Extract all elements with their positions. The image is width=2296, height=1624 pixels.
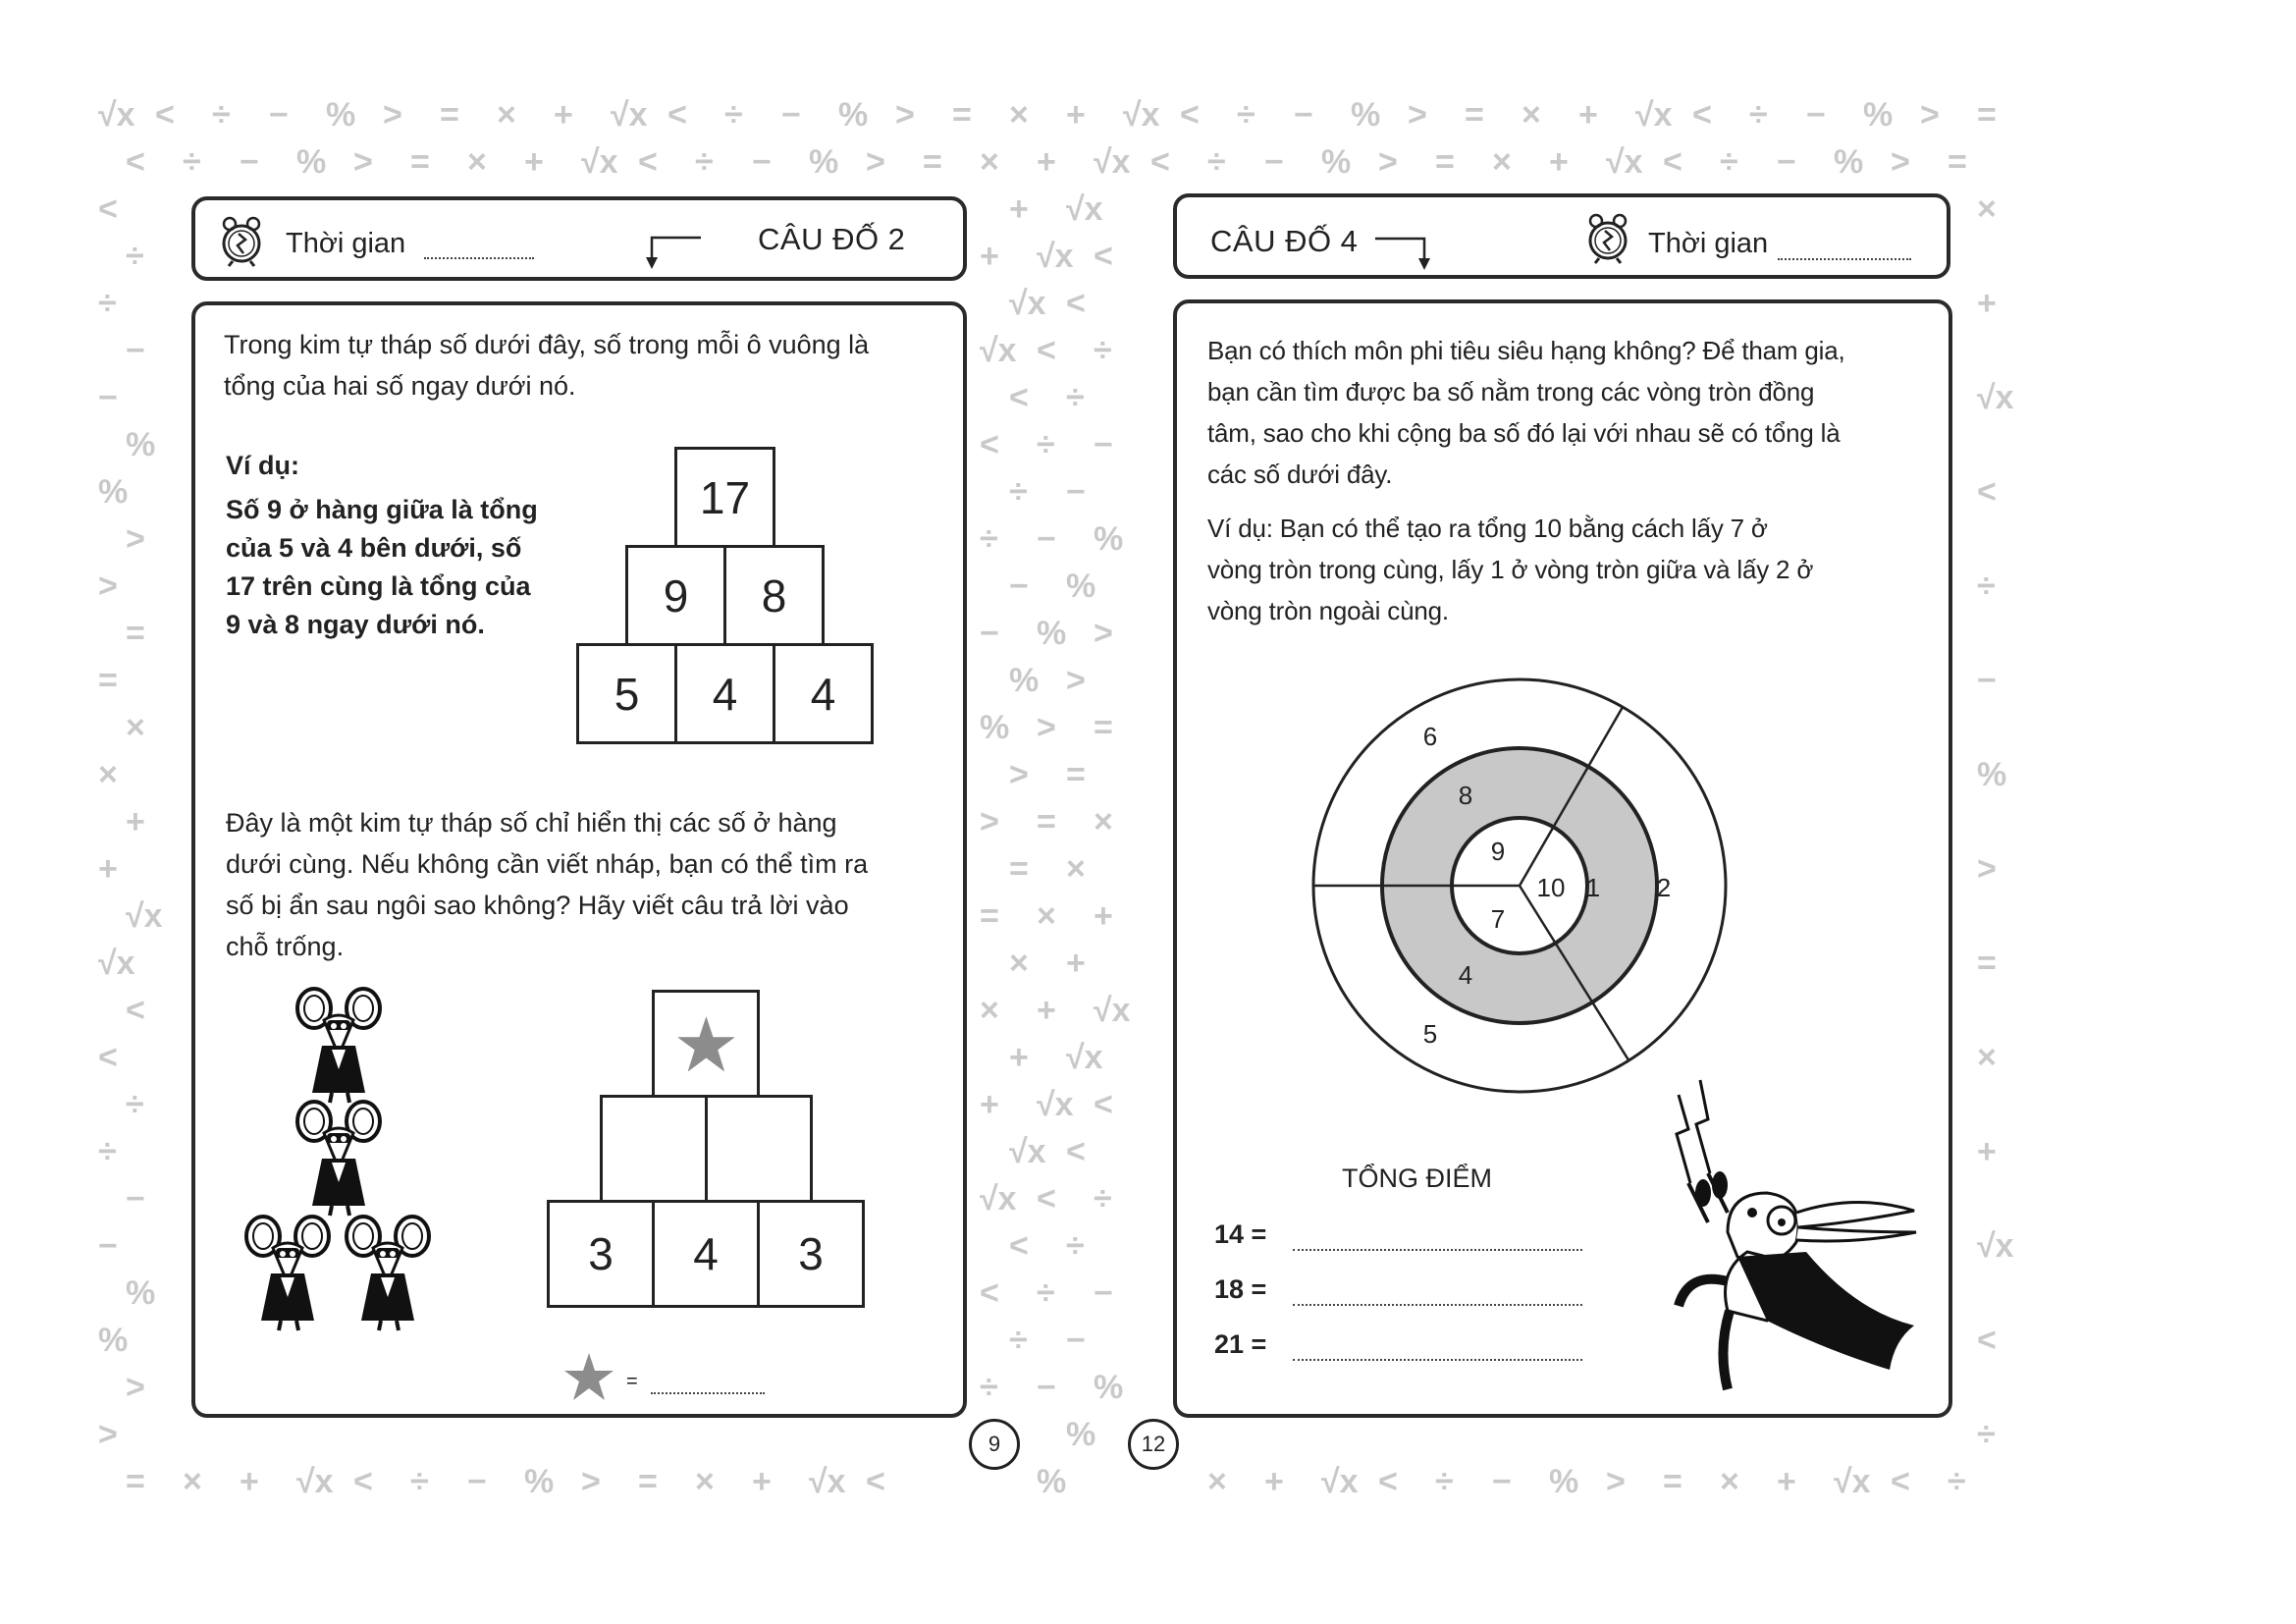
background-symbol: ÷ [1948,1463,1966,1500]
pyramid-cell-middle: 8 [723,545,825,646]
background-symbol: × [497,98,516,134]
background-symbol: × [1037,897,1056,935]
page-number-left: 9 [969,1419,1020,1470]
background-symbol: ÷ [98,1133,117,1170]
background-symbol: √x [980,332,1017,369]
background-symbol: > [98,1416,118,1453]
background-symbol: + [980,1086,999,1123]
background-symbol: + [1094,897,1113,935]
background-symbol: % [1977,756,2007,793]
arrow-down-left-icon [642,230,703,269]
background-symbol: √x [1094,143,1131,181]
background-symbol: < [1692,98,1712,134]
background-symbol: = [1977,945,1997,982]
background-symbol: − [1264,143,1284,181]
background-symbol: = [126,615,145,652]
background-symbol: + [1037,143,1056,181]
background-symbol: ÷ [1237,98,1255,134]
score-label: 21 = [1214,1329,1267,1359]
background-symbol: − [126,1180,145,1218]
background-symbol: < [638,143,658,181]
background-symbol: = [440,98,459,134]
mice-pyramid-illustration [240,987,437,1332]
right-header-box [1173,193,1950,279]
background-symbol: − [1777,143,1796,181]
background-symbol: − [98,1227,118,1265]
text-line: Trong kim tự tháp số dưới đây, số trong mỗi ô vuông là [224,330,870,359]
background-symbol: = [638,1463,658,1500]
background-symbol: % [98,1322,129,1359]
pyramid-cell-bottom: 4 [652,1200,760,1308]
background-symbol: − [98,379,118,416]
background-symbol: − [781,98,801,134]
dartboard-number-inner: 10 [1536,873,1566,902]
background-symbol: + [1009,190,1029,228]
background-symbol: √x [581,143,618,181]
background-symbol: √x [1037,238,1074,275]
background-symbol: < [980,426,999,463]
background-symbol: √x [1977,379,2014,416]
score-label: 14 = [1214,1219,1267,1249]
text-line: dưới cùng. Nếu không cần viết nháp, bạn có thể tìm ra [226,849,869,879]
background-symbol: ÷ [695,143,714,181]
text-line: vòng tròn ngoài cùng. [1207,596,1449,625]
background-symbol: > [1606,1463,1626,1500]
background-symbol: ÷ [980,1369,998,1406]
background-symbol: < [1150,143,1170,181]
background-symbol: % [838,98,869,134]
background-symbol: √x [1037,1086,1074,1123]
background-symbol: ÷ [1009,1322,1028,1359]
background-symbol: < [980,1274,999,1312]
background-symbol: × [1207,1463,1227,1500]
background-symbol: √x [1066,190,1103,228]
dartboard-number-outer: 6 [1422,722,1438,751]
background-symbol: = [1435,143,1455,181]
pyramid-cell-middle[interactable] [600,1095,708,1203]
background-symbol: × [1977,1039,1997,1076]
background-symbol: > [895,98,915,134]
super-donkey-illustration [1659,1075,1934,1394]
background-symbol: + [98,850,118,888]
dartboard-number-outer: 2 [1656,873,1672,902]
background-symbol: + [1009,1039,1029,1076]
background-symbol: > [98,568,118,605]
left-header-box [191,196,967,281]
background-symbol: − [1009,568,1029,605]
background-symbol: − [1492,1463,1512,1500]
background-symbol: < [1066,285,1086,322]
pyramid-cell-bottom: 3 [547,1200,655,1308]
pyramid-cell-bottom: 4 [674,643,775,744]
answer-input-line[interactable] [651,1392,765,1394]
dartboard-number-inner: 9 [1490,837,1506,866]
background-symbol: = [1066,756,1086,793]
background-symbol: % [1321,143,1352,181]
background-symbol: % [1863,98,1894,134]
background-symbol: √x [1094,992,1131,1029]
background-symbol: % [296,143,327,181]
background-symbol: > [866,143,885,181]
star-icon [677,1016,735,1072]
background-symbol: ÷ [1720,143,1738,181]
background-symbol: − [1806,98,1826,134]
background-symbol: = [410,143,430,181]
background-symbol: < [126,992,145,1029]
star-icon [564,1353,614,1400]
page-number-right: 12 [1128,1419,1179,1470]
background-symbol: − [1066,1322,1086,1359]
background-symbol: × [1720,1463,1739,1500]
background-symbol: > [980,803,999,840]
background-symbol: < [1378,1463,1398,1500]
background-symbol: × [467,143,487,181]
pyramid-cell-bottom: 3 [757,1200,865,1308]
alarm-clock-icon [1583,209,1632,264]
background-symbol: < [1977,473,1997,511]
background-symbol: − [1294,98,1313,134]
background-symbol: √x [1606,143,1643,181]
background-symbol: < [353,1463,373,1500]
background-symbol: √x [1066,1039,1103,1076]
background-symbol: % [1351,98,1381,134]
background-symbol: < [126,143,145,181]
score-answer-line[interactable] [1293,1304,1582,1306]
background-symbol: × [1977,190,1997,228]
background-symbol: ÷ [1094,1180,1112,1218]
background-symbol: % [98,473,129,511]
background-symbol: < [1977,1322,1997,1359]
question-paragraph [226,802,868,967]
background-symbol: ÷ [724,98,743,134]
background-symbol: √x [1834,1463,1871,1500]
example-paragraph [1207,508,1813,631]
background-symbol: ÷ [410,1463,429,1500]
background-symbol: ÷ [1066,379,1085,416]
background-symbol: + [1977,285,1997,322]
background-symbol: > [383,98,402,134]
intro-paragraph [224,324,869,406]
puzzle-title: CÂU ĐỐ 4 [1210,224,1359,258]
background-symbol: ÷ [1977,568,1996,605]
arrow-down-right-icon [1373,229,1434,270]
background-symbol: = [1009,850,1029,888]
background-symbol: % [126,1274,156,1312]
background-symbol: √x [1123,98,1160,134]
background-symbol: ÷ [1749,98,1768,134]
background-symbol: ÷ [1066,1227,1085,1265]
background-symbol: % [980,709,1010,746]
background-symbol: ÷ [1435,1463,1454,1500]
background-symbol: ÷ [1977,1416,1996,1453]
background-symbol: = [1663,1463,1682,1500]
background-symbol: % [1094,520,1124,558]
background-symbol: × [1009,945,1029,982]
background-symbol: < [98,1039,118,1076]
background-symbol: − [126,332,145,369]
score-answer-line[interactable] [1293,1249,1582,1251]
background-symbol: > [126,1369,145,1406]
background-symbol: % [1094,1369,1124,1406]
background-symbol: = [980,897,999,935]
text-line: Số 9 ở hàng giữa là tổng [226,495,538,524]
text-line: Bạn có thích môn phi tiêu siêu hạng không? Để tham gia, [1207,336,1845,365]
score-answer-line[interactable] [1293,1359,1582,1361]
alarm-clock-icon [217,212,266,267]
background-symbol: − [1094,1274,1113,1312]
background-symbol: = [1465,98,1484,134]
background-symbol: ÷ [98,285,117,322]
equals-sign: = [626,1371,638,1392]
background-symbol: ÷ [183,143,201,181]
background-symbol: ÷ [126,238,144,275]
background-symbol: = [952,98,972,134]
text-line: Đây là một kim tự tháp số chỉ hiển thị các số ở hàng [226,808,837,838]
background-symbol: = [923,143,942,181]
background-symbol: % [326,98,356,134]
background-symbol: < [1009,1227,1029,1265]
text-line: tổng của hai số ngay dưới nó. [224,371,576,401]
background-symbol: = [1948,143,1967,181]
text-line: 9 và 8 ngay dưới nó. [226,610,485,639]
background-symbol: % [809,143,839,181]
background-symbol: < [667,98,687,134]
background-symbol: − [1094,426,1113,463]
dartboard-number-middle: 8 [1458,781,1473,810]
background-symbol: √x [1635,98,1673,134]
background-symbol: % [1066,568,1096,605]
background-symbol: % [1549,1463,1579,1500]
pyramid-cell-top [652,990,760,1098]
background-symbol: ÷ [212,98,231,134]
background-symbol: × [1094,803,1113,840]
text-line: bạn cần tìm được ba số nằm trong các vòng tròn đồng [1207,377,1815,406]
pyramid-cell-top: 17 [674,447,775,548]
background-symbol: < [1009,379,1029,416]
background-symbol: % [1009,662,1040,699]
background-symbol: − [1037,1369,1056,1406]
background-symbol: = [1094,709,1113,746]
background-symbol: < [1180,98,1200,134]
text-line: 17 trên cùng là tổng của [226,571,531,601]
pyramid-cell-bottom: 5 [576,643,677,744]
example-paragraph [226,491,538,644]
background-symbol: + [126,803,145,840]
background-symbol: + [1549,143,1569,181]
dartboard-number-middle: 4 [1458,960,1473,990]
background-symbol: × [1009,98,1029,134]
dartboard-number-outer: 5 [1422,1019,1438,1049]
background-symbol: √x [1009,1133,1046,1170]
text-line: các số dưới đây. [1207,460,1393,489]
background-symbol: − [752,143,772,181]
background-symbol: % [126,426,156,463]
text-line: tâm, sao cho khi cộng ba số đó lại với nhau sẽ có tổng là [1207,418,1841,448]
background-symbol: % [1037,1463,1067,1500]
text-line: số bị ẩn sau ngôi sao không? Hãy viết câu trả lời vào [226,891,849,920]
background-symbol: √x [1009,285,1046,322]
background-symbol: ÷ [980,520,998,558]
dartboard [1306,672,1734,1100]
background-symbol: + [1037,992,1056,1029]
pyramid-cell-middle: 9 [625,545,726,646]
background-symbol: √x [1977,1227,2014,1265]
background-symbol: < [1094,1086,1113,1123]
background-symbol: + [1777,1463,1796,1500]
example-title: Ví dụ: [226,451,299,480]
background-symbol: + [554,98,573,134]
background-symbol: × [126,709,145,746]
background-symbol: > [1066,662,1086,699]
background-symbol: √x [98,945,135,982]
score-label: 18 = [1214,1274,1267,1304]
background-symbol: − [980,615,999,652]
background-symbol: > [1977,850,1997,888]
background-symbol: = [1037,803,1056,840]
background-symbol: × [183,1463,202,1500]
background-symbol: < [1891,1463,1910,1500]
text-line: chỗ trống. [226,932,345,961]
background-symbol: + [240,1463,259,1500]
background-symbol: − [1066,473,1086,511]
background-symbol: + [752,1463,772,1500]
background-symbol: − [1977,662,1997,699]
background-symbol: > [1094,615,1113,652]
background-symbol: − [467,1463,487,1500]
background-symbol: % [1066,1416,1096,1453]
background-symbol: = [126,1463,145,1500]
pyramid-cell-middle[interactable] [705,1095,813,1203]
background-symbol: ÷ [126,1086,144,1123]
background-symbol: > [353,143,373,181]
background-symbol: + [1264,1463,1284,1500]
background-symbol: √x [126,897,163,935]
background-symbol: √x [1321,1463,1359,1500]
background-symbol: √x [296,1463,334,1500]
background-symbol: < [98,190,118,228]
background-symbol: × [1066,850,1086,888]
background-symbol: + [524,143,544,181]
background-symbol: < [1663,143,1682,181]
background-symbol: √x [809,1463,846,1500]
background-symbol: + [980,238,999,275]
background-symbol: > [126,520,145,558]
background-symbol: ÷ [1037,426,1055,463]
dartboard-number-middle: 1 [1585,873,1601,902]
background-symbol: = [98,662,118,699]
background-symbol: < [1037,332,1056,369]
background-symbol: − [269,98,289,134]
time-label: Thời gian [286,228,406,259]
background-symbol: + [1066,945,1086,982]
background-symbol: × [98,756,118,793]
background-symbol: > [1408,98,1427,134]
background-symbol: ÷ [1037,1274,1055,1312]
background-symbol: < [1094,238,1113,275]
background-symbol: ÷ [1094,332,1112,369]
background-symbol: = [1977,98,1997,134]
background-symbol: < [866,1463,885,1500]
background-symbol: > [1009,756,1029,793]
text-line: Ví dụ: Bạn có thể tạo ra tổng 10 bằng cách lấy 7 ở [1207,514,1768,543]
pyramid-cell-bottom: 4 [773,643,874,744]
time-input-line[interactable] [1778,258,1911,260]
background-symbol: > [1891,143,1910,181]
background-symbol: > [1037,709,1056,746]
background-symbol: > [581,1463,601,1500]
background-symbol: × [980,143,999,181]
background-symbol: > [1378,143,1398,181]
score-title: TỔNG ĐIỂM [1342,1164,1492,1193]
text-line: của 5 và 4 bên dưới, số [226,533,522,563]
background-symbol: × [1492,143,1512,181]
background-symbol: < [1066,1133,1086,1170]
time-label: Thời gian [1648,228,1769,259]
background-symbol: √x [611,98,648,134]
intro-paragraph [1207,330,1845,495]
puzzle-title: CÂU ĐỐ 2 [758,222,906,256]
dartboard-number-inner: 7 [1490,904,1506,934]
background-symbol: − [240,143,259,181]
background-symbol: + [1066,98,1086,134]
background-symbol: × [1522,98,1541,134]
background-symbol: + [1977,1133,1997,1170]
background-symbol: < [155,98,175,134]
time-input-line[interactable] [424,257,534,259]
background-symbol: ÷ [1207,143,1226,181]
background-symbol: ÷ [1009,473,1028,511]
background-symbol: % [1037,615,1067,652]
background-symbol: − [1037,520,1056,558]
background-symbol: × [980,992,999,1029]
background-symbol: % [524,1463,555,1500]
text-line: vòng tròn trong cùng, lấy 1 ở vòng tròn giữa và lấy 2 ở [1207,555,1814,584]
background-symbol: < [1037,1180,1056,1218]
background-symbol: % [1834,143,1864,181]
background-symbol: × [695,1463,715,1500]
background-symbol: √x [980,1180,1017,1218]
background-symbol: √x [98,98,135,134]
background-symbol: + [1578,98,1598,134]
background-symbol: > [1920,98,1940,134]
